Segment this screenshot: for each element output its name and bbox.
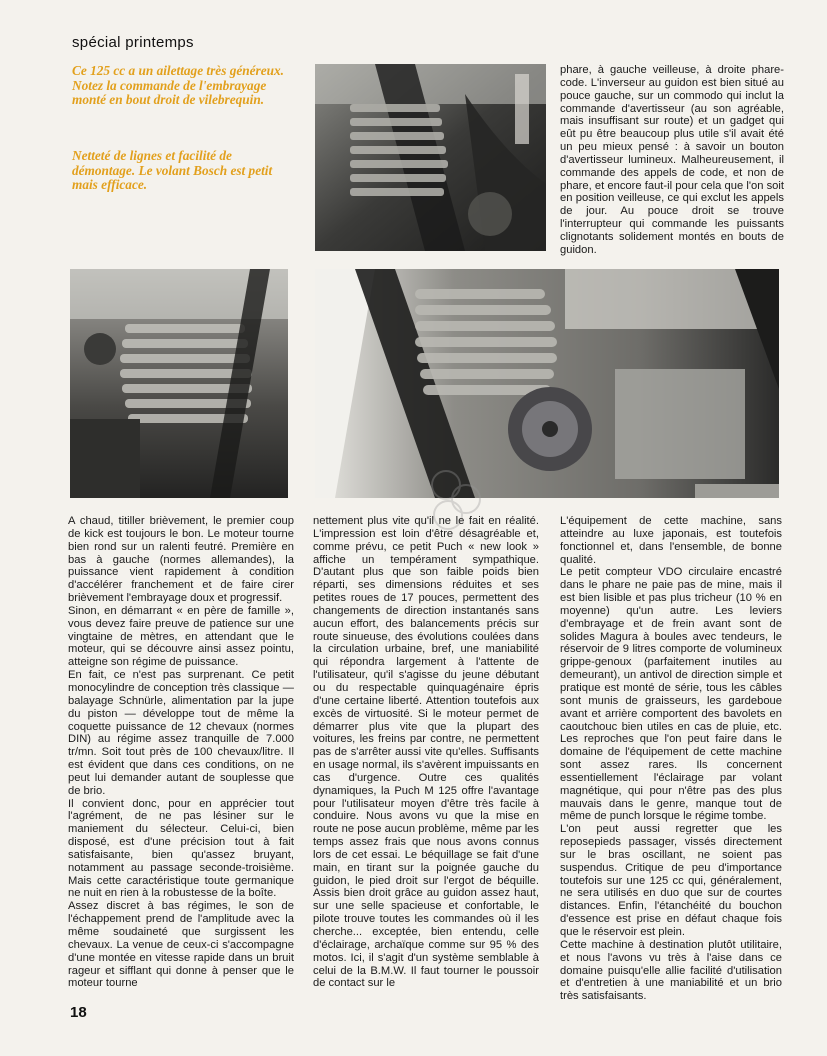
photo-caption-1: Ce 125 cc a un ailettage très généreux. Notez la commande de l'embrayage monté en bout droit de vilebrequin.: [72, 63, 284, 107]
paragraph: L'on peut aussi regretter que les reposepieds passager, vissés directement sur le bras oscillant, ne soient pas suspendus. Critique de peu d'importance toutefois sur une 125 cc qui, généralement, ne sera utilisés en duo que sur de courtes distances. Enfin, l'étanchéité du bouchon d'essence est prise en défaut chaque fois que le réservoir est plein.: [560, 823, 782, 938]
paragraph: Le petit compteur VDO circulaire encastré dans le phare ne paie pas de mine, mais il est bien lisible et pas plus tricheur (10 % en moyenne) qu'un autre. Les leviers d'embrayage et de frein avant sont de solides Magura à boules avec tendeurs, le réservoir de 9 litres comporte de volumineux grippe-genoux (parfaitement inutiles au demeurant), un antivol de direction simple et pratique est monté de série, tous les câbles sont munis de graisseurs, les gardeboue avant et arrière comportent des bavolets en caoutchouc bien utiles en cas de pluie, etc. Les reproches que l'on peut faire dans le domaine de l'équipement de cette machine sont assez rares. Ils concernent essentiellement l'éclairage par volant magnétique, qui pour n'être pas des plus mauvais dans le genre, manque tout de même de punch lorsque le régime tombe.: [560, 566, 782, 823]
paragraph: nettement plus vite qu'il ne le fait en réalité. L'impression est loin d'être désagréable et, comme prévu, ce petit Puch « new look » affiche un tempérament sympathique. D'autant plus que son faible poids bien réparti, ses dimensions réduites et ses petites roues de 17 pouces, permettent des changements de direction instantanés sans aucun effort, des balancements précis sur route sinueuse, des évolutions coulées dans la circulation urbaine, bref, une maniabilité qui répondra largement à l'attente de l'utilisateur, qu'il s'agisse du jeune débutant ou du respectable quinquagénaire épris d'une certaine liberté. Attention toutefois aux excès de virtuosité. Si le moteur permet de démarrer plus vite que la plupart des voitures, les freins par contre, ne permettent pas de s'arrêter aussi vite qu'elles. Suffisants en usage normal, ils s'avèrent impuissants en cas d'urgence. Outre ces qualités dynamiques, la Puch M 125 offre l'avantage pour l'utilisateur moyen d'être très facile à conduire. Nous avons vu que la mise en route ne pose aucun problème, même par les temps assez frais que nous avons connus lors de cet essai. Le béquillage se fait d'une main, en tirant sur la poignée gauche du guidon, le pied droit sur l'ergot de béquille. Assis bien droit grâce au guidon assez haut, sur une selle spacieuse et confortable, le pilote trouve toutes les commandes où il les cherche... exceptée, bien entendu, celle d'éclairage, archaïque comme sur 95 % des motos. Ici, il s'agit d'un système semblable à celui de la B.M.W. Il faut tourner le poussoir de contact sur le: [313, 515, 540, 990]
photo-caption-2: Netteté de lignes et facilité de démontage. Le volant Bosch est petit mais efficace.: [72, 148, 273, 192]
page-number: 18: [70, 1004, 87, 1021]
paragraph: Cette machine à destination plutôt utilitaire, et nous l'avons vu très à l'aise dans ce domaine puisqu'elle allie facilité d'utilisation et d'entretien à une maniabilité et un brio très satisfaisants.: [560, 938, 782, 1003]
paragraph: phare, à gauche veilleuse, à droite phare-code. L'inverseur au guidon est bien situé au pouce gauche, sur un commodo qui inclut la commande d'avertisseur (au son agréable, mais insuffisant sur route) et un gadget qui eût pu être beaucoup plus utile s'il avait été un peu mieux pensé : à savoir un bouton d'avertisseur lumineux. Malheureusement, il commande des appels de code, et non de phare, et encore faut-il pour cela que l'on soit en position veilleuse, ce qui exclut les appels de jour. Au pouce droit se trouve l'interrupteur qui commande les puissants clignotants solidement montés en bouts de guidon.: [560, 64, 784, 256]
paragraph: Sinon, en démarrant « en père de famille », vous devez faire preuve de patience sur une vingtaine de mètres, en attendant que le moteur, qui se découvre ainsi assez pointu, atteigne son régime de puissance.: [68, 604, 294, 669]
paragraph: A chaud, titiller brièvement, le premier coup de kick est toujours le bon. Le moteur tourne bien rond sur un ralenti feutré. Première en bas à gauche (normes allemandes), la puissance vient rapidement à condition d'accélérer franchement et de faire cirer brièvement l'embrayage doux et progressif.: [68, 515, 294, 605]
paragraph: Assez discret à bas régimes, le son de l'échappement prend de l'amplitude avec la même soudaineté que surgissent les chevaux. La venue de ceux-ci s'accompagne d'une montée en vitesse rapide dans un bruit rageur et sifflant qui donne à penser que le moteur tourne: [68, 900, 294, 990]
section-header: spécial printemps: [72, 34, 194, 51]
text-column-2: [313, 515, 539, 990]
engine-flywheel-photo: [315, 269, 779, 498]
text-column-3: [560, 515, 782, 1003]
engine-cylinder-photo: [315, 64, 546, 251]
paragraph: En fait, ce n'est pas surprenant. Ce petit monocylindre de conception très classique — balayage Schnürle, alimentation par la jupe du piston — développe tout de même la coquette puissance de 12 chevaux (normes DIN) au régime assez tranquille de 7.000 tr/mn. Soit tout près de 100 chevaux/litre. Il est évident que dans ces conditions, on ne peut lui demander autant de souplesse que de brio.: [68, 669, 294, 797]
text-column-1: [68, 515, 294, 990]
text-column-top-right: [560, 64, 784, 257]
paragraph: L'équipement de cette machine, sans atteindre au luxe japonais, est toutefois fonctionnel et, dans l'ensemble, de bonne qualité.: [560, 515, 782, 566]
paragraph: Il convient donc, pour en apprécier tout l'agrément, de ne pas lésiner sur le maniement du sélecteur. Celui-ci, bien disposé, est d'une précision tout à fait satisfaisante, bien qu'assez bruyant, notamment au passage seconde-troisième. Mais cette caractéristique toute germanique ne nuit en rien à la robustesse de la boîte.: [68, 797, 294, 900]
engine-fins-photo: [70, 269, 288, 498]
